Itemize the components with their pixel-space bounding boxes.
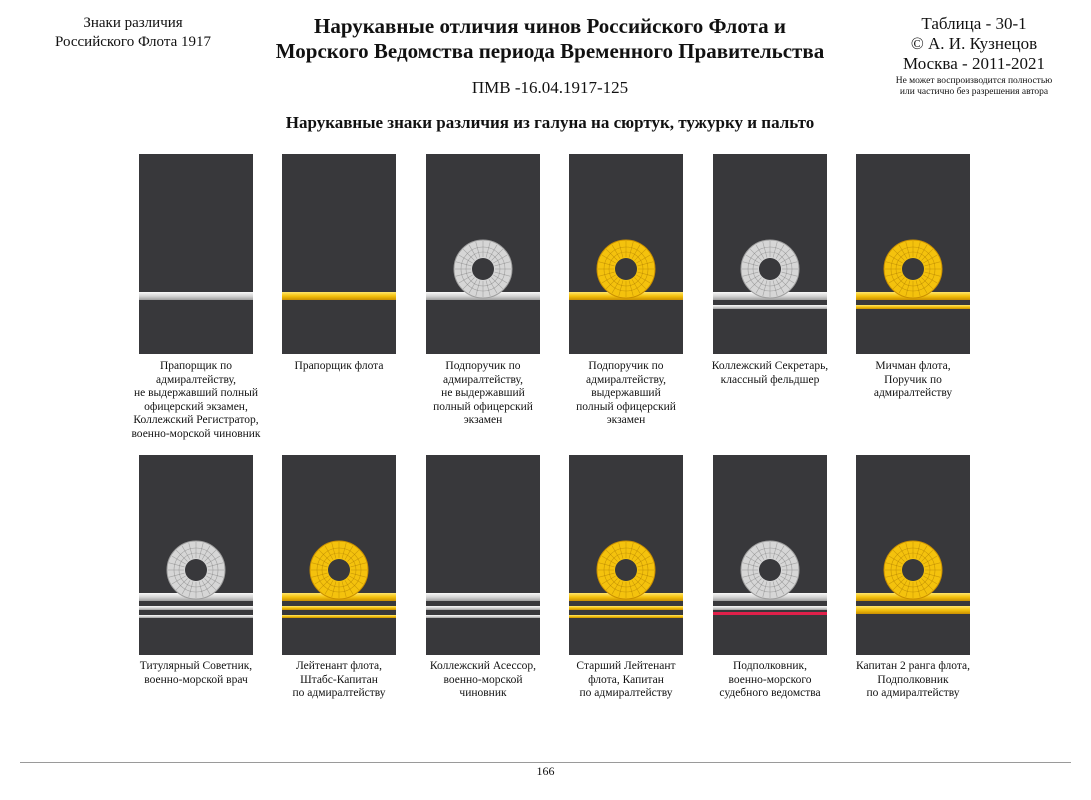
insignia-caption-line: не выдержавший <box>441 387 525 399</box>
insignia-caption-line: экзамен <box>463 414 503 426</box>
insignia-card <box>856 154 970 354</box>
insignia-caption-line: Старший Лейтенант <box>576 660 676 672</box>
insignia-caption-line: по адмиралтейству <box>292 687 386 699</box>
galloon-loop-icon <box>596 540 656 600</box>
insignia-caption-line: Коллежский Секретарь, <box>711 360 829 372</box>
insignia-caption-line: не выдержавший полный <box>133 387 259 399</box>
insignia-card <box>569 154 683 354</box>
insignia-caption <box>692 660 848 701</box>
galloon-loop-icon <box>883 540 943 600</box>
insignia-caption <box>405 660 561 701</box>
insignia-caption <box>118 660 274 687</box>
galloon-loop-icon <box>453 239 513 299</box>
insignia-caption-line: Коллежский Регистратор, <box>133 414 259 426</box>
collection-label-line: Знаки различия <box>83 15 183 31</box>
insignia-caption-line: Подпоручик по <box>445 360 521 372</box>
author: © А. И. Кузнецов <box>910 34 1038 53</box>
narrow-galloon-stripe <box>139 606 253 610</box>
insignia-caption-line: Прапорщик флота <box>294 360 384 372</box>
insignia-caption <box>835 360 991 401</box>
page-number: 166 <box>536 764 555 778</box>
insignia-caption-line: полный офицерский <box>576 400 676 413</box>
insignia-caption-line: адмиралтейству, <box>155 373 236 386</box>
galloon-loop-icon <box>883 239 943 299</box>
insignia-caption <box>835 660 991 701</box>
narrow-galloon-stripe <box>569 615 683 619</box>
insignia-card <box>713 154 827 354</box>
document-code: ПМВ -16.04.1917-125 <box>471 78 629 97</box>
insignia-caption-line: Подполковник, <box>732 660 808 672</box>
document-title <box>250 14 850 64</box>
insignia-caption <box>118 360 274 441</box>
galloon-loop-icon <box>596 239 656 299</box>
insignia-caption-line: Титулярный Советник, <box>139 660 253 672</box>
insignia-card <box>139 154 253 354</box>
insignia-caption-line: военно-морской чиновник <box>131 427 261 440</box>
wide-galloon-stripe <box>282 292 396 300</box>
narrow-galloon-stripe <box>856 305 970 309</box>
insignia-caption-line: Подпоручик по <box>588 360 664 372</box>
city-years: Москва - 2011-2021 <box>903 54 1045 73</box>
copyright-notice-line: Не может воспроизводится полностью <box>895 76 1053 86</box>
insignia-caption-line: экзамен <box>606 414 646 426</box>
table-info <box>868 14 1080 98</box>
insignia-caption-line: выдержавший <box>591 387 661 399</box>
insignia-card <box>282 154 396 354</box>
insignia-caption-line: адмиралтейству, <box>585 373 666 386</box>
insignia-caption <box>261 360 417 374</box>
copyright-notice-line: или частично без разрешения автора <box>899 87 1049 97</box>
insignia-caption-line: классный фельдшер <box>720 373 820 386</box>
footer-divider <box>20 762 1071 763</box>
copyright-notice <box>868 76 1080 98</box>
galloon-loop-icon <box>740 239 800 299</box>
document-title-line: Морского Ведомства периода Временного Правительства <box>275 39 825 63</box>
insignia-caption-line: военно-морского <box>728 673 812 686</box>
narrow-galloon-stripe <box>139 615 253 619</box>
insignia-caption-line: Лейтенант флота, <box>295 660 383 672</box>
insignia-caption <box>261 660 417 701</box>
narrow-galloon-stripe <box>282 606 396 610</box>
insignia-caption <box>548 660 704 701</box>
document-header <box>250 14 850 98</box>
red-edge-stripe <box>713 612 827 615</box>
insignia-card <box>713 455 827 655</box>
insignia-caption-line: Поручик по <box>884 373 942 386</box>
insignia-caption-line: адмиралтейству <box>873 387 953 399</box>
narrow-galloon-stripe <box>426 615 540 619</box>
galloon-loop-icon <box>166 540 226 600</box>
insignia-caption-line: военно-морской врач <box>144 673 248 686</box>
insignia-caption-line: Прапорщик по <box>159 360 233 372</box>
collection-label-line: Российского Флота 1917 <box>55 34 211 50</box>
insignia-card <box>856 455 970 655</box>
insignia-card <box>139 455 253 655</box>
narrow-galloon-stripe <box>713 606 827 610</box>
insignia-caption-line: судебного ведомства <box>719 687 821 699</box>
insignia-caption-line: адмиралтейству, <box>442 373 523 386</box>
collection-label <box>28 14 238 52</box>
galloon-loop-icon <box>309 540 369 600</box>
insignia-caption-line: Капитан 2 ранга флота, <box>855 660 971 672</box>
insignia-caption-line: чиновник <box>459 687 507 699</box>
insignia-caption <box>405 360 561 428</box>
wide-galloon-stripe <box>856 606 970 614</box>
wide-galloon-stripe <box>426 593 540 601</box>
insignia-caption-line: по адмиралтейству <box>579 687 673 699</box>
insignia-caption-line: Штабс-Капитан <box>300 673 378 686</box>
insignia-card <box>569 455 683 655</box>
insignia-caption-line: полный офицерский <box>433 400 533 413</box>
narrow-galloon-stripe <box>569 606 683 610</box>
galloon-loop-icon <box>740 540 800 600</box>
insignia-card <box>282 455 396 655</box>
insignia-caption <box>692 360 848 387</box>
section-subtitle: Нарукавные знаки различия из галуна на сюртук, тужурку и пальто <box>285 113 815 132</box>
insignia-caption-line: флота, Капитан <box>588 673 664 686</box>
table-number: Таблица - 30-1 <box>921 14 1027 33</box>
narrow-galloon-stripe <box>713 305 827 309</box>
wide-galloon-stripe <box>139 292 253 300</box>
insignia-caption-line: Мичман флота, <box>875 360 951 372</box>
insignia-card <box>426 154 540 354</box>
insignia-caption-line: Подполковник <box>877 673 949 686</box>
insignia-caption-line: офицерский экзамен, <box>144 400 248 413</box>
insignia-caption-line: Коллежский Асессор, <box>429 660 537 672</box>
insignia-caption-line: военно-морской <box>443 673 523 686</box>
insignia-caption <box>548 360 704 428</box>
narrow-galloon-stripe <box>426 606 540 610</box>
narrow-galloon-stripe <box>282 615 396 619</box>
document-title-line: Нарукавные отличия чинов Российского Флота и <box>314 14 786 38</box>
insignia-caption-line: по адмиралтейству <box>866 687 960 699</box>
insignia-card <box>426 455 540 655</box>
